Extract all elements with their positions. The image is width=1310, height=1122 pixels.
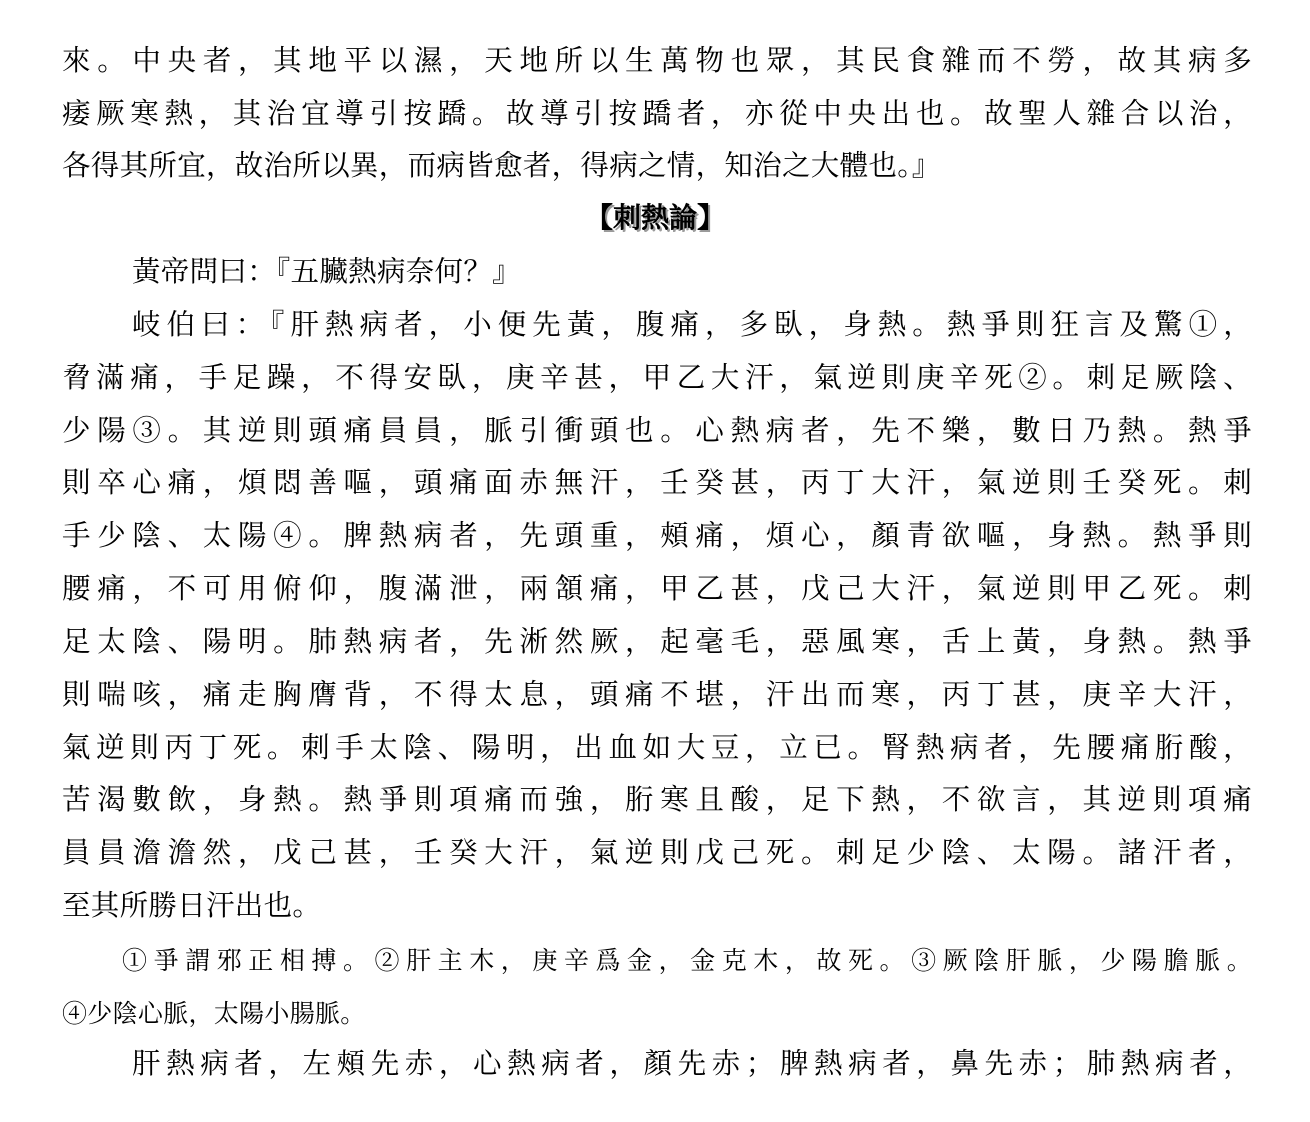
answer-line-1: 岐伯曰：『肝熱病者，小便先黃，腹痛，多臥，身熱。熱爭則狂言及驚①， (132, 308, 1252, 341)
answer-line-4: 則卒心痛，煩悶善嘔，頭痛面赤無汗，壬癸甚，丙丁大汗，氣逆則壬癸死。刺 (62, 466, 1252, 499)
answer-line-6: 腰痛，不可用俯仰，腹滿泄，兩頷痛，甲乙甚，戊己大汗，氣逆則甲乙死。刺 (62, 572, 1252, 605)
answer-line-5: 手少陰、太陽④。脾熱病者，先頭重，頰痛，煩心，顏青欲嘔，身熱。熱爭則 (62, 519, 1252, 552)
answer-line-8: 則喘咳，痛走胸膺背，不得太息，頭痛不堪，汗出而寒，丙丁甚，庚辛大汗， (62, 678, 1252, 711)
text-line-3: 各得其所宜，故治所以異，而病皆愈者，得病之情，知治之大體也。』 (62, 149, 941, 182)
text-line-1: 來。中央者，其地平以濕，天地所以生萬物也眾，其民食雜而不勞，故其病多 (62, 44, 1252, 77)
note-line-1: ①爭謂邪正相搏。②肝主木，庚辛爲金，金克木，故死。③厥陰肝脈，少陽膽脈。 (122, 946, 1252, 975)
answer-line-12: 至其所勝日汗出也。 (62, 889, 322, 922)
answer-line-9: 氣逆則丙丁死。刺手太陰、陽明，出血如大豆，立已。腎熱病者，先腰痛胻酸， (62, 731, 1252, 764)
answer-line-10: 苦渴數飲，身熱。熱爭則項痛而強，胻寒且酸，足下熱，不欲言，其逆則項痛 (62, 783, 1252, 816)
note-line-2: ④少陰心脈，太陽小腸脈。 (62, 999, 366, 1028)
question-line: 黃帝問曰：『五臟熱病奈何？』 (132, 255, 521, 288)
text-line-last: 肝熱病者，左頰先赤，心熱病者，顏先赤；脾熱病者，鼻先赤；肺熱病者， (132, 1047, 1252, 1080)
answer-line-3: 少陽③。其逆則頭痛員員，脈引衝頭也。心熱病者，先不樂，數日乃熱。熱爭 (62, 414, 1252, 447)
text-line-2: 痿厥寒熱，其治宜導引按蹻。故導引按蹻者，亦從中央出也。故聖人雜合以治， (62, 97, 1252, 130)
answer-line-2: 脅滿痛，手足躁，不得安臥，庚辛甚，甲乙大汗，氣逆則庚辛死②。刺足厥陰、 (62, 361, 1252, 394)
answer-line-7: 足太陰、陽明。肺熱病者，先淅然厥，起毫毛，惡風寒，舌上黃，身熱。熱爭 (62, 625, 1252, 658)
section-title: 【刺熱論】 (584, 201, 725, 234)
answer-line-11: 員員澹澹然，戊己甚，壬癸大汗，氣逆則戊己死。刺足少陰、太陽。諸汗者， (62, 836, 1252, 869)
